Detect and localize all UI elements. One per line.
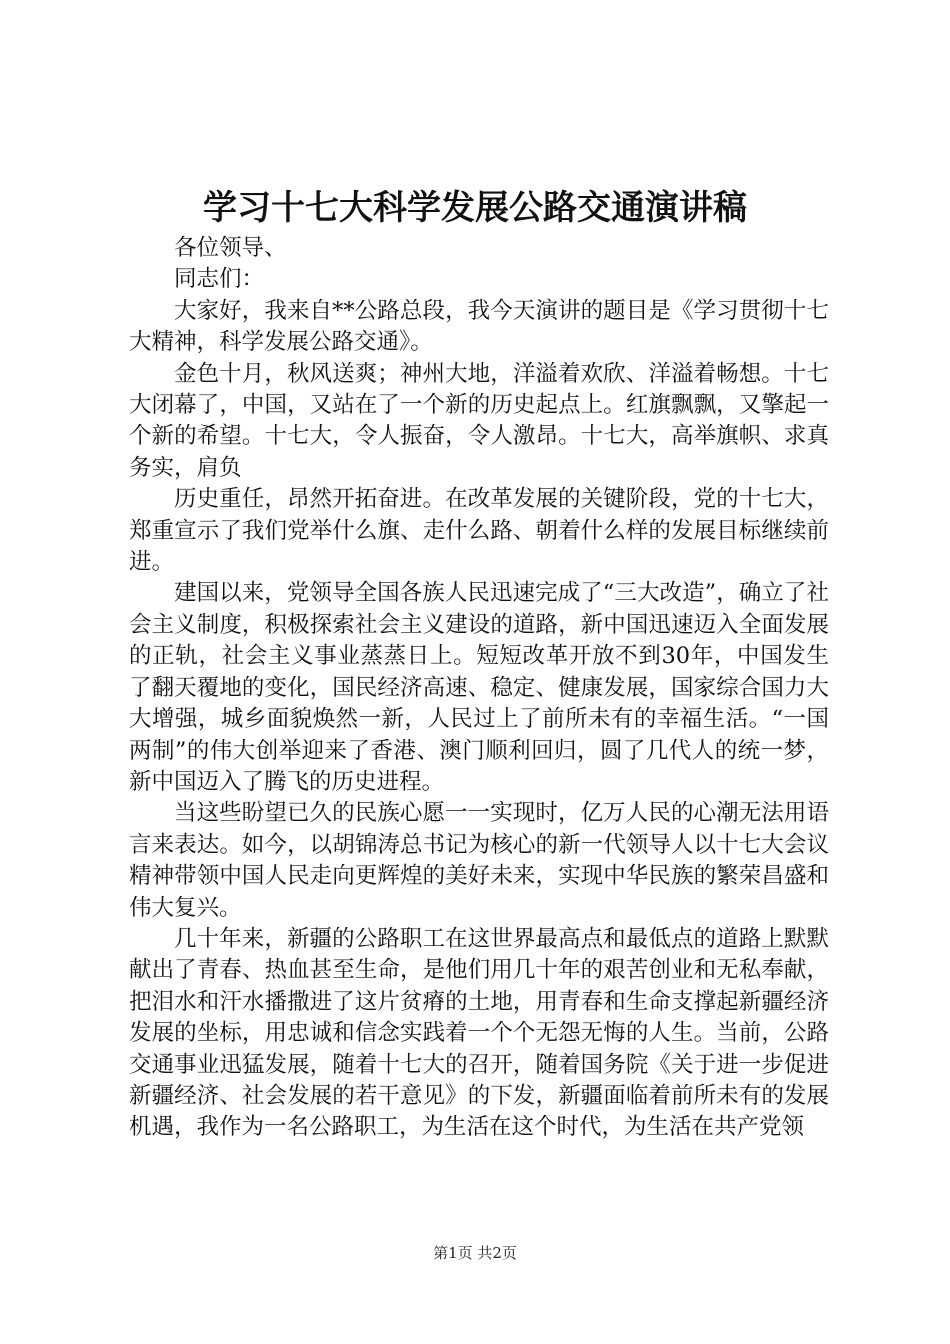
paragraph: 几十年来，新疆的公路职工在这世界最高点和最低点的道路上默默献出了青春、热血甚至生命，是他们用几十年的艰苦创业和无私奉献，把泪水和汗水播撒进了这片贫瘠的土地，用青春和生命支撑起新疆经济发展的坐标，用忠诚和信念实践着一个个无怨无悔的人生。当前，公路交通事业迅猛发展，随着十七大的召开，随着国务院《关于进一步促进新疆经济、社会发展的若干意见》的下发，新疆面临着前所未有的发展机遇，我作为一名公路职工，为生活在这个时代，为生活在共产党领 xyxy=(129,925,829,1141)
salutation-leaders: 各位领导、 xyxy=(174,235,287,261)
paragraph: 建国以来，党领导全国各族人民迅速完成了“三大改造”，确立了社会主义制度，积极探索社会主义建设的道路，新中国迅速迈入全面发展的正轨，社会主义事业蒸蒸日上。短短改革开放不到30年，中国发生了翻天覆地的变化，国民经济高速、稳定、健康发展，国家综合国力大大增强，城乡面貌焕然一新，人民过上了前所未有的幸福生活。“一国两制”的伟大创举迎来了香港、澳门顺利回归，圆了几代人的统一梦，新中国迈入了腾飞的历史进程。 xyxy=(129,580,829,795)
paragraph: 金色十月，秋风送爽；神州大地，洋溢着欢欣、洋溢着畅想。十七大闭幕了，中国，又站在了一个新的历史起点上。红旗飘飘，又擎起一个新的希望。十七大，令人振奋，令人激昂。十七大，高举旗帜、求真务实，肩负 xyxy=(129,360,829,481)
salutation-comrades: 同志们： xyxy=(174,266,265,293)
paragraph: 大家好，我来自**公路总段，我今天演讲的题目是《学习贯彻十七大精神，科学发展公路交通》。 xyxy=(129,297,829,356)
document-title: 学习十七大科学发展公路交通演讲稿 xyxy=(203,188,747,228)
paragraph: 当这些盼望已久的民族心愿一一实现时，亿万人民的心潮无法用语言来表达。如今，以胡锦涛总书记为核心的新一代领导人以十七大会议精神带领中国人民走向更辉煌的美好未来，实现中华民族的繁荣昌盛和伟大复兴。 xyxy=(129,800,829,921)
page-footer: 第1页 共2页 xyxy=(433,1244,517,1262)
paragraph: 历史重任，昂然开拓奋进。在改革发展的关键阶段，党的十七大，郑重宣示了我们党举什么旗、走什么路、朝着什么样的发展目标继续前进。 xyxy=(129,486,829,576)
document-body xyxy=(129,233,829,1144)
